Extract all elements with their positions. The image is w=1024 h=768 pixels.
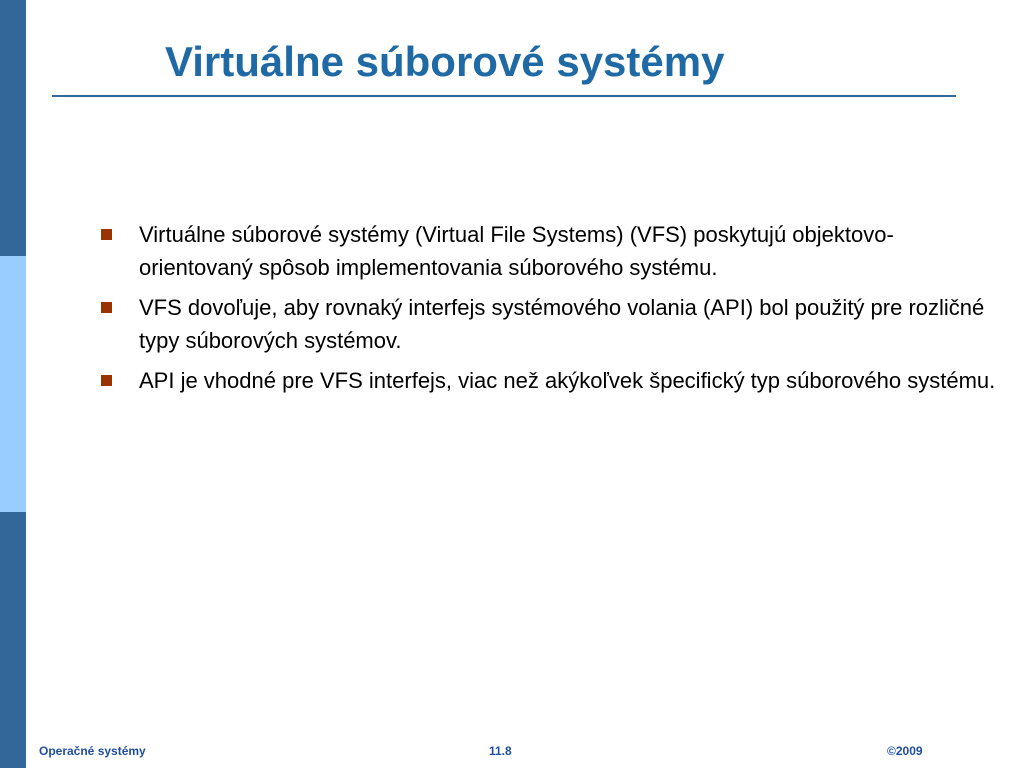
bullet-item	[100, 291, 1000, 357]
footer-slide-number: 11.8	[489, 744, 512, 758]
bullet-text: API je vhodné pre VFS interfejs, viac než akýkoľvek špecifický typ súborového systému.	[139, 368, 996, 393]
bullet-text: Virtuálne súborové systémy (Virtual File Systems) (VFS) poskytujú objektovo-orientovaný spôsob implementovania súborového systému.	[139, 222, 894, 280]
bullet-text: VFS dovoľuje, aby rovnaký interfejs systémového volania (API) bol použitý pre rozličné typy súborových systémov.	[139, 295, 985, 353]
bullet-item	[100, 218, 1000, 284]
side-bar-bottom	[0, 512, 26, 768]
slide-title: Virtuálne súborové systémy	[165, 38, 725, 85]
bullet-list	[100, 218, 1000, 404]
square-bullet-icon	[101, 302, 112, 313]
side-bar-middle	[0, 256, 26, 512]
square-bullet-icon	[101, 375, 112, 386]
footer-copyright: ©2009	[887, 744, 923, 758]
footer-course-name: Operačné systémy	[39, 744, 146, 758]
square-bullet-icon	[101, 229, 112, 240]
title-underline	[52, 95, 956, 97]
side-bar-top	[0, 0, 26, 256]
bullet-item	[100, 364, 1000, 397]
